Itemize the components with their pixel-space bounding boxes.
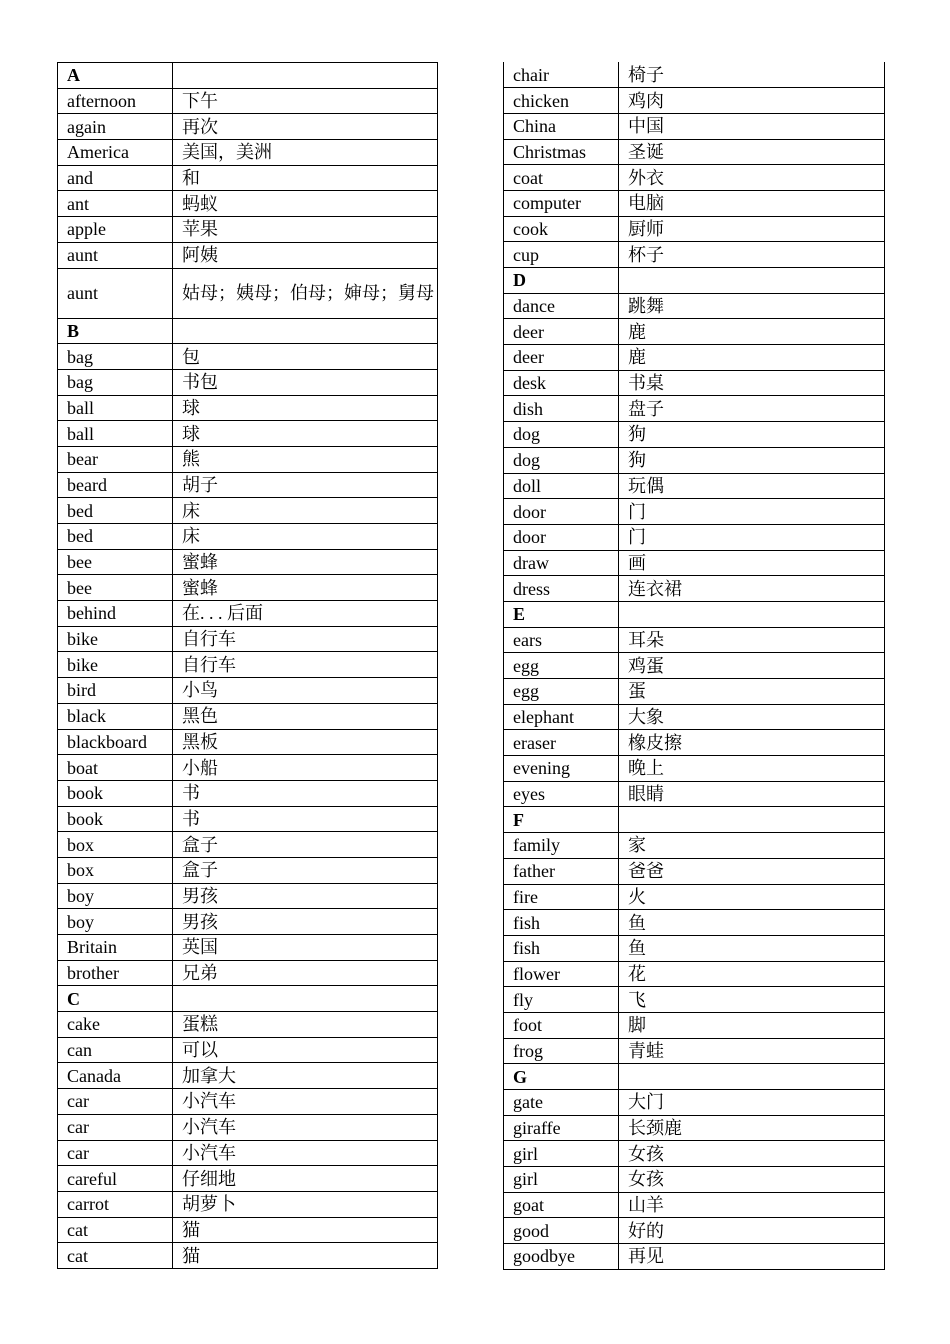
chinese-translation: 玩偶 <box>619 473 885 499</box>
chinese-translation: 胡子 <box>173 472 438 498</box>
english-word: ant <box>58 191 173 217</box>
chinese-translation <box>619 601 885 627</box>
english-word: car <box>58 1114 173 1140</box>
chinese-translation: 小船 <box>173 755 438 781</box>
chinese-translation: 姑母；姨母；伯母；婶母；舅母 <box>173 268 438 318</box>
chinese-translation: 床 <box>173 524 438 550</box>
chinese-translation: 再见 <box>619 1244 885 1270</box>
english-word: flower <box>504 961 619 987</box>
vocab-row <box>58 1191 438 1217</box>
chinese-translation: 自行车 <box>173 626 438 652</box>
vocab-row <box>58 242 438 268</box>
vocab-row <box>504 858 885 884</box>
chinese-translation: 画 <box>619 550 885 576</box>
vocab-row <box>504 473 885 499</box>
letter-heading-row <box>504 807 885 833</box>
chinese-translation: 好的 <box>619 1218 885 1244</box>
vocab-row <box>504 216 885 242</box>
english-word: brother <box>58 960 173 986</box>
vocab-row <box>504 242 885 268</box>
english-word: eraser <box>504 730 619 756</box>
chinese-translation: 加拿大 <box>173 1063 438 1089</box>
chinese-translation: 在. . . 后面 <box>173 601 438 627</box>
vocab-row <box>504 139 885 165</box>
vocab-row <box>58 472 438 498</box>
vocab-row <box>58 960 438 986</box>
vocab-row <box>504 884 885 910</box>
chinese-translation <box>173 318 438 344</box>
vocab-row <box>504 293 885 319</box>
english-word: frog <box>504 1038 619 1064</box>
vocab-row <box>504 396 885 422</box>
vocab-row <box>504 833 885 859</box>
english-word: beard <box>58 472 173 498</box>
chinese-translation: 爸爸 <box>619 858 885 884</box>
english-word: bee <box>58 549 173 575</box>
letter-heading-row <box>504 601 885 627</box>
vocab-row <box>58 909 438 935</box>
chinese-translation: 橡皮擦 <box>619 730 885 756</box>
letter-heading: E <box>504 601 619 627</box>
chinese-translation: 女孩 <box>619 1167 885 1193</box>
chinese-translation: 鱼 <box>619 935 885 961</box>
vocab-row <box>58 806 438 832</box>
english-word: doll <box>504 473 619 499</box>
chinese-translation: 狗 <box>619 422 885 448</box>
chinese-translation: 跳舞 <box>619 293 885 319</box>
vocab-row <box>504 550 885 576</box>
chinese-translation: 小鸟 <box>173 678 438 704</box>
english-word: cook <box>504 216 619 242</box>
chinese-translation: 盘子 <box>619 396 885 422</box>
chinese-translation: 圣诞 <box>619 139 885 165</box>
english-word: again <box>58 114 173 140</box>
english-word: cat <box>58 1243 173 1269</box>
english-word: book <box>58 780 173 806</box>
vocab-row <box>58 1243 438 1269</box>
english-word: bed <box>58 498 173 524</box>
english-word: car <box>58 1140 173 1166</box>
chinese-translation: 阿姨 <box>173 242 438 268</box>
english-word: egg <box>504 653 619 679</box>
english-word: boat <box>58 755 173 781</box>
vocab-row <box>58 703 438 729</box>
letter-heading: F <box>504 807 619 833</box>
english-word: desk <box>504 370 619 396</box>
vocab-row <box>504 113 885 139</box>
chinese-translation: 美国，美洲 <box>173 140 438 166</box>
english-word: ears <box>504 627 619 653</box>
english-word: blackboard <box>58 729 173 755</box>
english-word: giraffe <box>504 1115 619 1141</box>
chinese-translation: 蚂蚁 <box>173 191 438 217</box>
vocab-row <box>58 1217 438 1243</box>
vocab-row <box>58 1114 438 1140</box>
vocab-row <box>58 88 438 114</box>
vocab-row <box>58 1037 438 1063</box>
chinese-translation: 鹿 <box>619 319 885 345</box>
chinese-translation: 耳朵 <box>619 627 885 653</box>
chinese-translation: 火 <box>619 884 885 910</box>
vocab-row <box>504 1218 885 1244</box>
vocab-row <box>58 935 438 961</box>
vocab-row <box>58 678 438 704</box>
english-word: good <box>504 1218 619 1244</box>
vocab-row <box>58 755 438 781</box>
english-word: behind <box>58 601 173 627</box>
letter-heading: B <box>58 318 173 344</box>
vocab-row <box>58 369 438 395</box>
english-word: bird <box>58 678 173 704</box>
chinese-translation: 小汽车 <box>173 1089 438 1115</box>
chinese-translation: 蛋 <box>619 679 885 705</box>
vocab-row <box>504 1012 885 1038</box>
english-word: boy <box>58 909 173 935</box>
english-word: girl <box>504 1167 619 1193</box>
chinese-translation: 苹果 <box>173 217 438 243</box>
english-word: boy <box>58 883 173 909</box>
english-word: America <box>58 140 173 166</box>
letter-heading-row <box>58 986 438 1012</box>
vocab-row <box>504 730 885 756</box>
english-word: Christmas <box>504 139 619 165</box>
vocab-row <box>58 395 438 421</box>
english-word: gate <box>504 1090 619 1116</box>
chinese-translation: 鱼 <box>619 910 885 936</box>
letter-heading: D <box>504 268 619 294</box>
vocab-row <box>504 627 885 653</box>
chinese-translation: 猫 <box>173 1217 438 1243</box>
chinese-translation: 球 <box>173 395 438 421</box>
vocab-row <box>58 114 438 140</box>
english-word: bear <box>58 446 173 472</box>
vocab-row <box>504 1115 885 1141</box>
english-word: dog <box>504 447 619 473</box>
english-word: fire <box>504 884 619 910</box>
chinese-translation: 中国 <box>619 113 885 139</box>
english-word: can <box>58 1037 173 1063</box>
vocab-row <box>504 1192 885 1218</box>
english-word: girl <box>504 1141 619 1167</box>
chinese-translation: 椅子 <box>619 62 885 88</box>
vocab-row <box>58 1063 438 1089</box>
vocab-row <box>58 652 438 678</box>
letter-heading: A <box>58 63 173 89</box>
vocab-row <box>504 88 885 114</box>
chinese-translation: 猫 <box>173 1243 438 1269</box>
english-word: chair <box>504 62 619 88</box>
chinese-translation: 蜜蜂 <box>173 549 438 575</box>
english-word: dance <box>504 293 619 319</box>
chinese-translation: 大门 <box>619 1090 885 1116</box>
vocab-row <box>504 576 885 602</box>
letter-heading: G <box>504 1064 619 1090</box>
chinese-translation: 厨师 <box>619 216 885 242</box>
vocab-row <box>58 268 438 318</box>
english-word: bee <box>58 575 173 601</box>
chinese-translation <box>173 986 438 1012</box>
english-word: ball <box>58 421 173 447</box>
vocab-row <box>504 422 885 448</box>
vocab-row <box>58 1166 438 1192</box>
vocab-row <box>504 1141 885 1167</box>
english-word: computer <box>504 190 619 216</box>
vocab-row <box>504 1090 885 1116</box>
english-word: Canada <box>58 1063 173 1089</box>
chinese-translation: 下午 <box>173 88 438 114</box>
chinese-translation: 脚 <box>619 1012 885 1038</box>
vocab-row <box>504 319 885 345</box>
english-word: family <box>504 833 619 859</box>
vocab-row <box>58 165 438 191</box>
chinese-translation: 自行车 <box>173 652 438 678</box>
vocab-row <box>504 447 885 473</box>
vocab-row <box>58 1089 438 1115</box>
vocab-row <box>504 62 885 88</box>
chinese-translation: 长颈鹿 <box>619 1115 885 1141</box>
chinese-translation: 可以 <box>173 1037 438 1063</box>
letter-heading-row <box>504 268 885 294</box>
chinese-translation: 书 <box>173 806 438 832</box>
vocab-row <box>504 704 885 730</box>
english-word: draw <box>504 550 619 576</box>
english-word: dish <box>504 396 619 422</box>
chinese-translation: 黑色 <box>173 703 438 729</box>
chinese-translation: 电脑 <box>619 190 885 216</box>
english-word: evening <box>504 756 619 782</box>
chinese-translation: 蛋糕 <box>173 1012 438 1038</box>
english-word: dog <box>504 422 619 448</box>
vocab-row <box>504 370 885 396</box>
vocab-row <box>504 961 885 987</box>
chinese-translation: 小汽车 <box>173 1114 438 1140</box>
english-word: apple <box>58 217 173 243</box>
letter-heading-row <box>58 63 438 89</box>
english-word: aunt <box>58 268 173 318</box>
english-word: door <box>504 524 619 550</box>
chinese-translation: 熊 <box>173 446 438 472</box>
chinese-translation: 飞 <box>619 987 885 1013</box>
chinese-translation: 家 <box>619 833 885 859</box>
vocab-row <box>58 344 438 370</box>
english-word: fly <box>504 987 619 1013</box>
chinese-translation: 黑板 <box>173 729 438 755</box>
chinese-translation: 杯子 <box>619 242 885 268</box>
english-word: carrot <box>58 1191 173 1217</box>
vocab-row <box>504 935 885 961</box>
letter-heading-row <box>58 318 438 344</box>
vocab-row <box>58 626 438 652</box>
chinese-translation: 和 <box>173 165 438 191</box>
english-word: aunt <box>58 242 173 268</box>
letter-heading: C <box>58 986 173 1012</box>
vocab-row <box>504 910 885 936</box>
chinese-translation: 书 <box>173 780 438 806</box>
vocab-row <box>504 499 885 525</box>
chinese-translation: 山羊 <box>619 1192 885 1218</box>
vocab-row <box>504 1167 885 1193</box>
chinese-translation: 鹿 <box>619 345 885 371</box>
english-word: goodbye <box>504 1244 619 1270</box>
english-word: egg <box>504 679 619 705</box>
vocab-row <box>504 1244 885 1270</box>
english-word: goat <box>504 1192 619 1218</box>
vocab-row <box>504 987 885 1013</box>
english-word: fish <box>504 935 619 961</box>
chinese-translation: 男孩 <box>173 883 438 909</box>
vocab-row <box>58 140 438 166</box>
english-word: and <box>58 165 173 191</box>
english-word: box <box>58 857 173 883</box>
english-word: father <box>504 858 619 884</box>
english-word: coat <box>504 165 619 191</box>
english-word: black <box>58 703 173 729</box>
vocab-row <box>504 190 885 216</box>
chinese-translation: 书包 <box>173 369 438 395</box>
vocab-row <box>58 498 438 524</box>
vocab-row <box>58 1140 438 1166</box>
english-word: dress <box>504 576 619 602</box>
english-word: box <box>58 832 173 858</box>
english-word: elephant <box>504 704 619 730</box>
english-word: bike <box>58 652 173 678</box>
vocab-row <box>504 653 885 679</box>
chinese-translation: 书桌 <box>619 370 885 396</box>
chinese-translation: 大象 <box>619 704 885 730</box>
vocab-row <box>58 421 438 447</box>
chinese-translation: 青蛙 <box>619 1038 885 1064</box>
chinese-translation <box>173 63 438 89</box>
chinese-translation: 再次 <box>173 114 438 140</box>
vocab-row <box>58 729 438 755</box>
vocab-row <box>504 679 885 705</box>
english-word: cup <box>504 242 619 268</box>
chinese-translation: 晚上 <box>619 756 885 782</box>
english-word: bike <box>58 626 173 652</box>
vocab-row <box>58 575 438 601</box>
chinese-translation: 胡萝卜 <box>173 1191 438 1217</box>
english-word: eyes <box>504 781 619 807</box>
english-word: careful <box>58 1166 173 1192</box>
english-word: cake <box>58 1012 173 1038</box>
vocab-row <box>58 857 438 883</box>
chinese-translation: 女孩 <box>619 1141 885 1167</box>
english-word: ball <box>58 395 173 421</box>
vocab-row <box>504 524 885 550</box>
chinese-translation: 门 <box>619 524 885 550</box>
vocab-row <box>58 191 438 217</box>
vocab-row <box>58 601 438 627</box>
chinese-translation: 外衣 <box>619 165 885 191</box>
chinese-translation: 男孩 <box>173 909 438 935</box>
chinese-translation <box>619 807 885 833</box>
vocab-row <box>58 549 438 575</box>
chinese-translation: 兄弟 <box>173 960 438 986</box>
vocab-row <box>504 165 885 191</box>
vocab-row <box>58 446 438 472</box>
vocab-row <box>58 524 438 550</box>
chinese-translation: 床 <box>173 498 438 524</box>
vocab-row <box>58 780 438 806</box>
english-word: cat <box>58 1217 173 1243</box>
english-word: Britain <box>58 935 173 961</box>
vocab-table-left <box>57 62 438 1269</box>
english-word: car <box>58 1089 173 1115</box>
english-word: door <box>504 499 619 525</box>
chinese-translation: 仔细地 <box>173 1166 438 1192</box>
english-word: chicken <box>504 88 619 114</box>
english-word: bag <box>58 369 173 395</box>
chinese-translation <box>619 268 885 294</box>
chinese-translation <box>619 1064 885 1090</box>
vocab-row <box>58 1012 438 1038</box>
vocab-row <box>504 1038 885 1064</box>
vocab-row <box>504 756 885 782</box>
chinese-translation: 狗 <box>619 447 885 473</box>
english-word: bed <box>58 524 173 550</box>
english-word: deer <box>504 319 619 345</box>
vocab-table-right <box>503 62 885 1270</box>
chinese-translation: 花 <box>619 961 885 987</box>
chinese-translation: 小汽车 <box>173 1140 438 1166</box>
chinese-translation: 英国 <box>173 935 438 961</box>
chinese-translation: 盒子 <box>173 832 438 858</box>
chinese-translation: 眼睛 <box>619 781 885 807</box>
chinese-translation: 鸡肉 <box>619 88 885 114</box>
chinese-translation: 鸡蛋 <box>619 653 885 679</box>
english-word: bag <box>58 344 173 370</box>
english-word: afternoon <box>58 88 173 114</box>
english-word: fish <box>504 910 619 936</box>
chinese-translation: 盒子 <box>173 857 438 883</box>
chinese-translation: 蜜蜂 <box>173 575 438 601</box>
english-word: foot <box>504 1012 619 1038</box>
vocab-row <box>58 832 438 858</box>
english-word: book <box>58 806 173 832</box>
vocab-row <box>58 217 438 243</box>
chinese-translation: 球 <box>173 421 438 447</box>
chinese-translation: 连衣裙 <box>619 576 885 602</box>
vocab-row <box>504 781 885 807</box>
letter-heading-row <box>504 1064 885 1090</box>
english-word: deer <box>504 345 619 371</box>
chinese-translation: 包 <box>173 344 438 370</box>
english-word: China <box>504 113 619 139</box>
vocab-row <box>504 345 885 371</box>
chinese-translation: 门 <box>619 499 885 525</box>
vocab-row <box>58 883 438 909</box>
